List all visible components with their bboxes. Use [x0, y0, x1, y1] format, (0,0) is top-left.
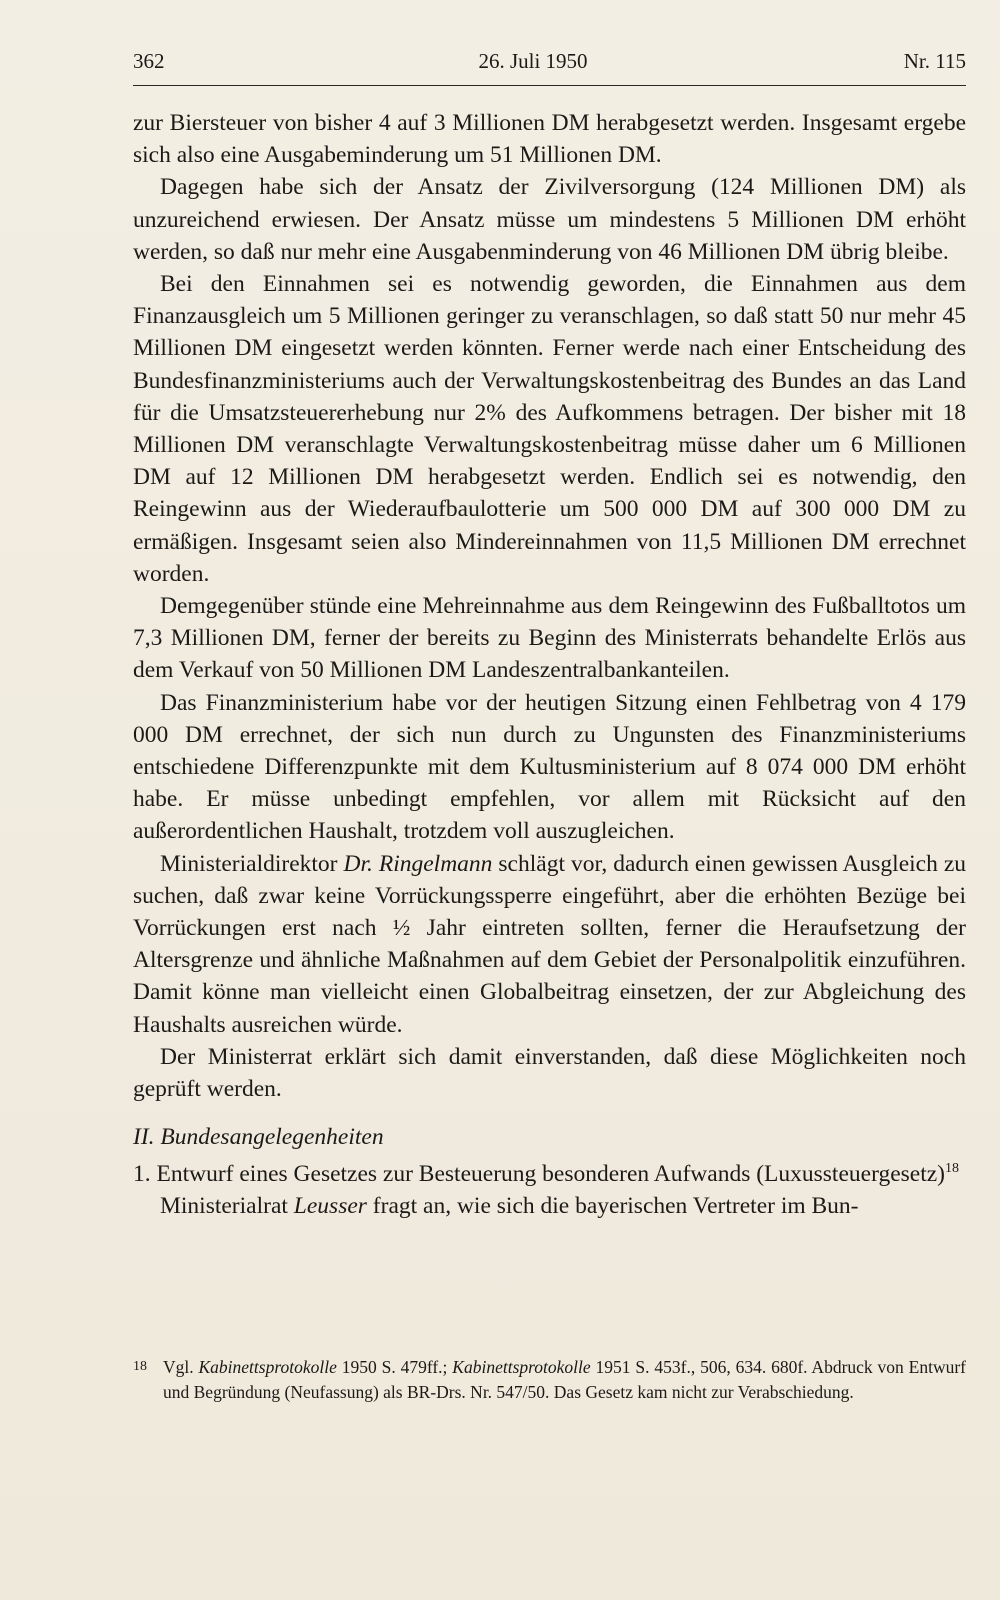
- paragraph-text: fragt an, wie sich die bayerischen Vertreter im Bun-: [366, 1192, 859, 1219]
- header-date: 26. Juli 1950: [478, 49, 588, 73]
- footnote-text: [163, 1355, 966, 1404]
- person-name: Dr. Ringelmann: [343, 850, 493, 877]
- paragraph: Das Finanzministerium habe vor der heutigen Sitzung einen Fehlbetrag von 4 179 000 DM errechnet, der sich nun durch zu Ungunsten des Finanzministeriums entschiedene Differenzpunkte mit dem Kultusministerium auf 8 074 000 DM erhöht habe. Er müsse unbedingt empfehlen, vor allem mit Rücksicht auf den außerordentlichen Haushalt, trotzdem voll auszugleichen.: [133, 689, 966, 845]
- page-number: 362: [133, 49, 165, 73]
- paragraph: Dagegen habe sich der Ansatz der Zivilversorgung (124 Millionen DM) als unzureichend erwiesen. Der Ansatz müsse um mindestens 5 Millionen DM erhöht werden, so daß nur mehr eine Ausgabenminderung von 46 Millionen DM übrig bleibe.: [133, 174, 966, 265]
- body-text: [133, 107, 966, 1222]
- paragraph: [133, 848, 966, 1041]
- person-name: Leusser: [293, 1192, 367, 1219]
- running-header: [133, 45, 966, 86]
- footnote-citation: Kabinettsprotokolle: [452, 1357, 591, 1377]
- paragraph-text: schlägt vor, dadurch einen gewissen Ausgleich zu suchen, daß zwar keine Vorrückungssperre eingeführt, aber die erhöhten Bezüge bei Vorrückungen erst nach ½ Jahr eintreten sollten, ferner die Heraufsetzung der Altersgrenze und ähnliche Maßnahmen auf dem Gebiet der Personalpolitik einzuführen. Damit könne man vielleicht einen Globalbeitrag einsetzen, der zur Abgleichung des Haushalts ausreichen würde.: [133, 850, 967, 1038]
- protocol-number: Nr. 115: [903, 49, 966, 73]
- paragraph: Bei den Einnahmen sei es notwendig geworden, die Einnahmen aus dem Finanzausgleich um 5 Millionen geringer zu veranschlagen, so daß statt 50 nur mehr 45 Millionen DM eingesetzt werden könnten. Ferner werde nach einer Entscheidung des Bundesfinanzministeriums auch der Verwaltungskostenbeitrag des Bundes an das Land für die Umsatzsteuererhebung nur 2% des Aufkommens betragen. Der bisher mit 18 Millionen DM veranschlagte Verwaltungskostenbeitrag müsse daher um 6 Millionen DM auf 12 Millionen DM herabgesetzt werden. Endlich sei es notwendig, den Reingewinn aus der Wiederaufbaulotterie um 500 000 DM auf 300 000 DM zu ermäßigen. Insgesamt seien also Mindereinnahmen von 11,5 Millionen DM errechnet worden.: [133, 271, 966, 587]
- paragraph: [133, 1190, 966, 1222]
- footnote-text-part: Vgl.: [163, 1357, 199, 1377]
- paragraph: Der Ministerrat erklärt sich damit einverstanden, daß diese Möglichkeiten noch geprüft werden.: [133, 1043, 966, 1103]
- footnote: [133, 1355, 966, 1404]
- section-heading: II. Bundesangelegenheiten: [133, 1124, 384, 1151]
- footnote-text-part: 1951 S. 453f., 506, 634. 680f. Abdruck von Entwurf und Begründung (Neufassung) als BR-Drs. Nr. 547/50. Das Gesetz kam nicht zur Verabschiedung.: [163, 1357, 966, 1402]
- paragraph-prefix: Ministerialrat: [160, 1192, 294, 1219]
- footnote-citation: Kabinettsprotokolle: [198, 1357, 337, 1377]
- footnote-text-part: 1950 S. 479ff.;: [336, 1357, 453, 1377]
- agenda-item-text: 1. Entwurf eines Gesetzes zur Besteuerung besonderen Aufwands (Luxussteuergesetz): [133, 1160, 946, 1187]
- paragraph: zur Biersteuer von bisher 4 auf 3 Millionen DM herabgesetzt werden. Insgesamt ergebe sich also eine Ausgabeminderung um 51 Millionen DM.: [133, 110, 966, 169]
- footnote-number: 18: [133, 1359, 147, 1374]
- agenda-item: [133, 1158, 966, 1190]
- paragraph-prefix: Ministerialdirektor: [160, 850, 344, 877]
- footnote-reference: 18: [945, 1160, 960, 1176]
- paragraph: Demgegenüber stünde eine Mehreinnahme aus dem Reingewinn des Fußballtotos um 7,3 Millionen DM, ferner der bereits zu Beginn des Ministerrats behandelte Erlös aus dem Verkauf von 50 Millionen DM Landeszentralbankanteilen.: [133, 593, 966, 684]
